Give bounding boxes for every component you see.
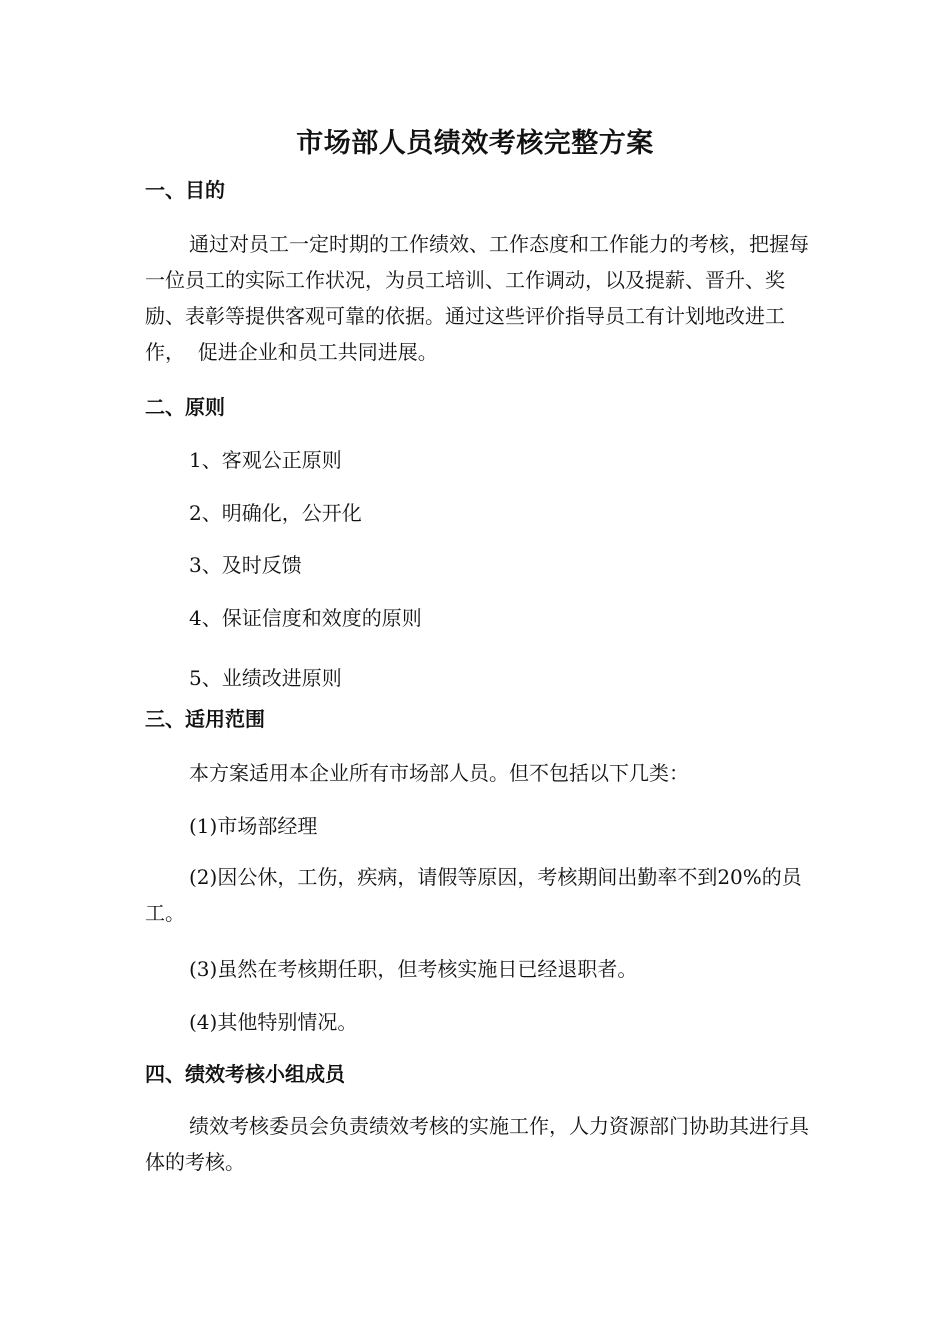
- principle-item: 1、客观公正原则: [189, 448, 342, 472]
- section-heading-committee: 四、绩效考核小组成员: [145, 1062, 345, 1086]
- scope-item: (1)市场部经理: [189, 814, 318, 838]
- principle-item: 3、及时反馈: [189, 553, 302, 577]
- section-heading-principles: 二、原则: [145, 395, 225, 419]
- scope-item: (3)虽然在考核期任职，但考核实施日已经退职者。: [189, 957, 638, 981]
- scope-item: (4)其他特别情况。: [189, 1010, 358, 1034]
- principle-item: 5、业绩改进原则: [189, 666, 342, 690]
- principle-item: 2、明确化，公开化: [189, 501, 362, 525]
- committee-paragraph: 绩效考核委员会负责绩效考核的实施工作，人力资源部门协助其进行具体的考核。: [145, 1114, 809, 1174]
- scope-item: (2)因公休，工伤，疾病，请假等原因，考核期间出勤率不到20%的员工。: [145, 865, 802, 925]
- section-heading-purpose: 一、目的: [145, 178, 225, 202]
- document-title: 市场部人员绩效考核完整方案: [296, 128, 654, 159]
- section-heading-scope: 三、适用范围: [145, 707, 265, 731]
- purpose-paragraph: 通过对员工一定时期的工作绩效、工作态度和工作能力的考核，把握每一位员工的实际工作状况，为员工培训、工作调动，以及提薪、晋升、奖励、表彰等提供客观可靠的依据。通过这些评价指导员工有计划地改进工作， 促进企业和员工共同进展。: [145, 232, 809, 364]
- principle-item: 4、保证信度和效度的原则: [189, 606, 422, 630]
- scope-intro: 本方案适用本企业所有市场部人员。但不包括以下几类：: [189, 761, 689, 785]
